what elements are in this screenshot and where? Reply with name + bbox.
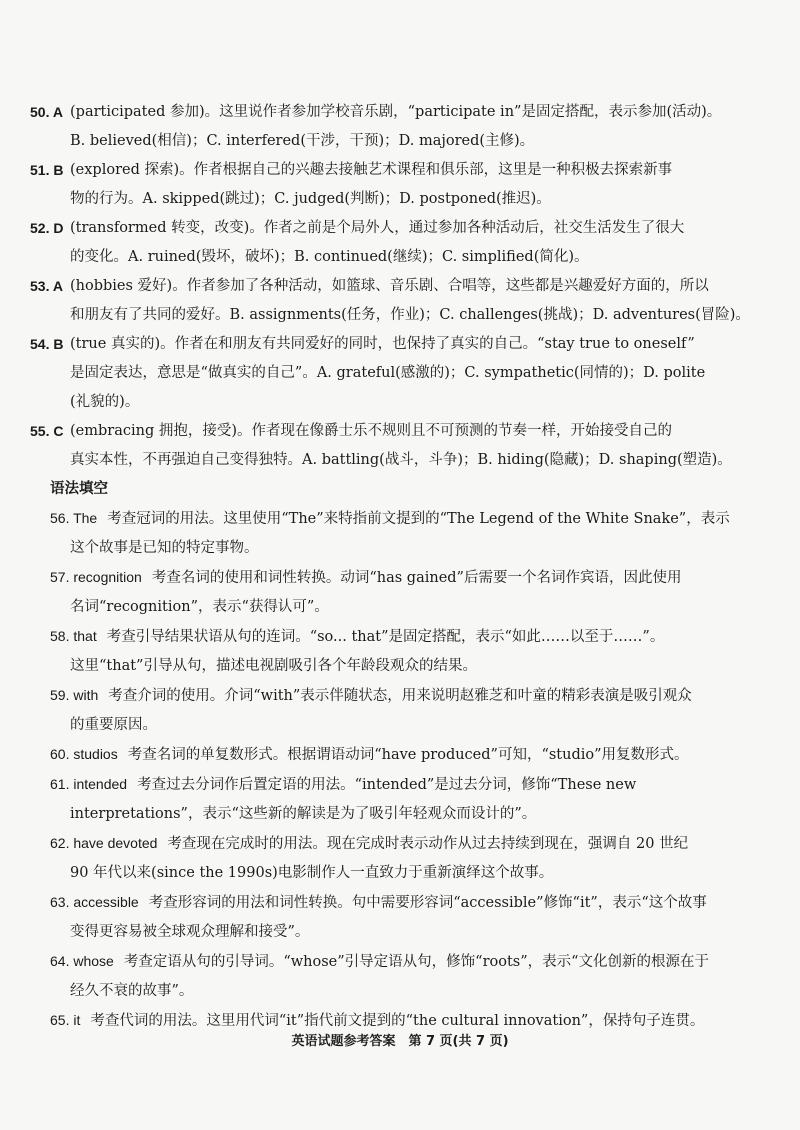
answer-explanation-line: 考查过去分词作后置定语的用法。“intended”是过去分词，修饰“These new	[137, 777, 637, 793]
answer-explanation-line: 是固定表达，意思是“做真实的自己”。A. grateful(感激的)；C. sympathetic(同情的)；D. polite	[70, 365, 706, 381]
grammar-answer-item	[50, 563, 755, 622]
answer-content	[30, 98, 755, 1036]
answer-number: 51. B	[30, 162, 64, 178]
answer-number: 58. that	[50, 628, 97, 644]
answer-explanation-line: 物的行为。A. skipped(跳过)；C. judged(判断)；D. postponed(推迟)。	[70, 191, 551, 207]
grammar-answer-item	[50, 770, 755, 829]
answer-explanation-line: 经久不衰的故事”。	[70, 983, 194, 999]
grammar-answer-item	[50, 504, 755, 563]
answer-number: 50. A	[30, 104, 63, 120]
answer-explanation-line: 的重要原因。	[70, 717, 157, 733]
grammar-answer-item	[50, 622, 755, 681]
answer-number: 63. accessible	[50, 894, 139, 910]
answer-explanation-line: 的变化。A. ruined(毁坏，破坏)；B. continued(继续)；C. simplified(简化)。	[70, 249, 589, 265]
section-title: 语法填空	[50, 481, 108, 497]
answer-number: 62. have devoted	[50, 835, 158, 851]
answer-explanation-line: 这里“that”引导从句，描述电视剧吸引各个年龄段观众的结果。	[70, 658, 477, 674]
grammar-answer-item	[50, 740, 755, 770]
answer-explanation-line: (礼貌的)。	[70, 394, 140, 410]
answer-number: 56. The	[50, 510, 98, 526]
answer-explanation-line: (true 真实的)。作者在和朋友有共同爱好的同时，也保持了真实的自己。“stay true to oneself”	[70, 336, 695, 352]
grammar-answer-item	[50, 681, 755, 740]
answer-number: 54. B	[30, 336, 64, 352]
answer-explanation-line: (transformed 转变，改变)。作者之前是个局外人，通过参加各种活动后，社交生活发生了很大	[70, 220, 685, 236]
answer-number: 65. it	[50, 1012, 81, 1028]
answer-explanation-line: 考查介词的使用。介词“with”表示伴随状态，用来说明赵雅芝和叶童的精彩表演是吸引观众	[108, 688, 692, 704]
answer-explanation-line: interpretations”，表示“这些新的解读是为了吸引年轻观众而设计的”。	[70, 806, 537, 822]
grammar-answer-item	[50, 888, 755, 947]
answer-number: 52. D	[30, 220, 64, 236]
answer-explanation-line: 和朋友有了共同的爱好。B. assignments(任务，作业)；C. challenges(挑战)；D. adventures(冒险)。	[70, 307, 750, 323]
page-footer: 英语试题参考答案 第 7 页(共 7 页)	[291, 1034, 509, 1049]
cloze-answer-item	[30, 156, 755, 214]
answer-explanation-line: 考查冠词的用法。这里使用“The”来特指前文提到的“The Legend of the White Snake”，表示	[107, 511, 730, 527]
answer-explanation-line: 考查引导结果状语从句的连词。“so... that”是固定搭配，表示“如此……以至于……”。	[106, 629, 665, 645]
answer-explanation-line: (participated 参加)。这里说作者参加学校音乐剧，“participate in”是固定搭配，表示参加(活动)。	[70, 104, 722, 120]
answer-explanation-line: 考查名词的使用和词性转换。动词“has gained”后需要一个名词作宾语，因此使用	[151, 570, 682, 586]
cloze-answer-item	[30, 214, 755, 272]
answer-explanation-line: 真实本性，不再强迫自己变得独特。A. battling(战斗，斗争)；B. hiding(隐藏)；D. shaping(塑造)。	[70, 452, 732, 468]
answer-explanation-line: 考查代词的用法。这里用代词“it”指代前文提到的“the cultural innovation”，保持句子连贯。	[90, 1013, 705, 1029]
answer-number: 61. intended	[50, 776, 128, 792]
cloze-answers	[30, 98, 755, 475]
answer-number: 64. whose	[50, 953, 114, 969]
answer-explanation-line: 考查形容词的用法和词性转换。句中需要形容词“accessible”修饰“it”，表示“这个故事	[148, 895, 707, 911]
answer-number: 60. studios	[50, 746, 118, 762]
answer-explanation-line: (embracing 拥抱，接受)。作者现在像爵士乐不规则且不可预测的节奏一样，开始接受自己的	[70, 423, 672, 439]
answer-explanation-line: (explored 探索)。作者根据自己的兴趣去接触艺术课程和俱乐部，这里是一种积极去探索新事	[70, 162, 673, 178]
grammar-answer-item	[50, 829, 755, 888]
answer-number: 59. with	[50, 687, 99, 703]
cloze-answer-item	[30, 417, 755, 475]
answer-explanation-line: 这个故事是已知的特定事物。	[70, 540, 259, 556]
grammar-answer-item	[50, 947, 755, 1006]
answer-explanation-line: 名词“recognition”，表示“获得认可”。	[70, 599, 329, 615]
answer-number: 55. C	[30, 423, 64, 439]
answer-number: 57. recognition	[50, 569, 142, 585]
answer-explanation-line: 考查现在完成时的用法。现在完成时表示动作从过去持续到现在，强调自 20 世纪	[167, 836, 689, 852]
answer-explanation-line: 考查定语从句的引导词。“whose”引导定语从句，修饰“roots”，表示“文化创新的根源在于	[123, 954, 710, 970]
answer-explanation-line: 90 年代以来(since the 1990s)电影制作人一直致力于重新演绎这个故事。	[70, 865, 554, 881]
cloze-answer-item	[30, 272, 755, 330]
answer-explanation-line: 考查名词的单复数形式。根据谓语动词“have produced”可知，“studio”用复数形式。	[127, 747, 689, 763]
answer-number: 53. A	[30, 278, 63, 294]
cloze-answer-item	[30, 330, 755, 417]
grammar-answers	[50, 504, 755, 1036]
answer-explanation-line: 变得更容易被全球观众理解和接受”。	[70, 924, 310, 940]
answer-explanation-line: (hobbies 爱好)。作者参加了各种活动，如篮球、音乐剧、合唱等，这些都是兴趣爱好方面的，所以	[70, 278, 709, 294]
answer-explanation-line: B. believed(相信)；C. interfered(干涉，干预)；D. majored(主修)。	[70, 133, 535, 149]
cloze-answer-item	[30, 98, 755, 156]
